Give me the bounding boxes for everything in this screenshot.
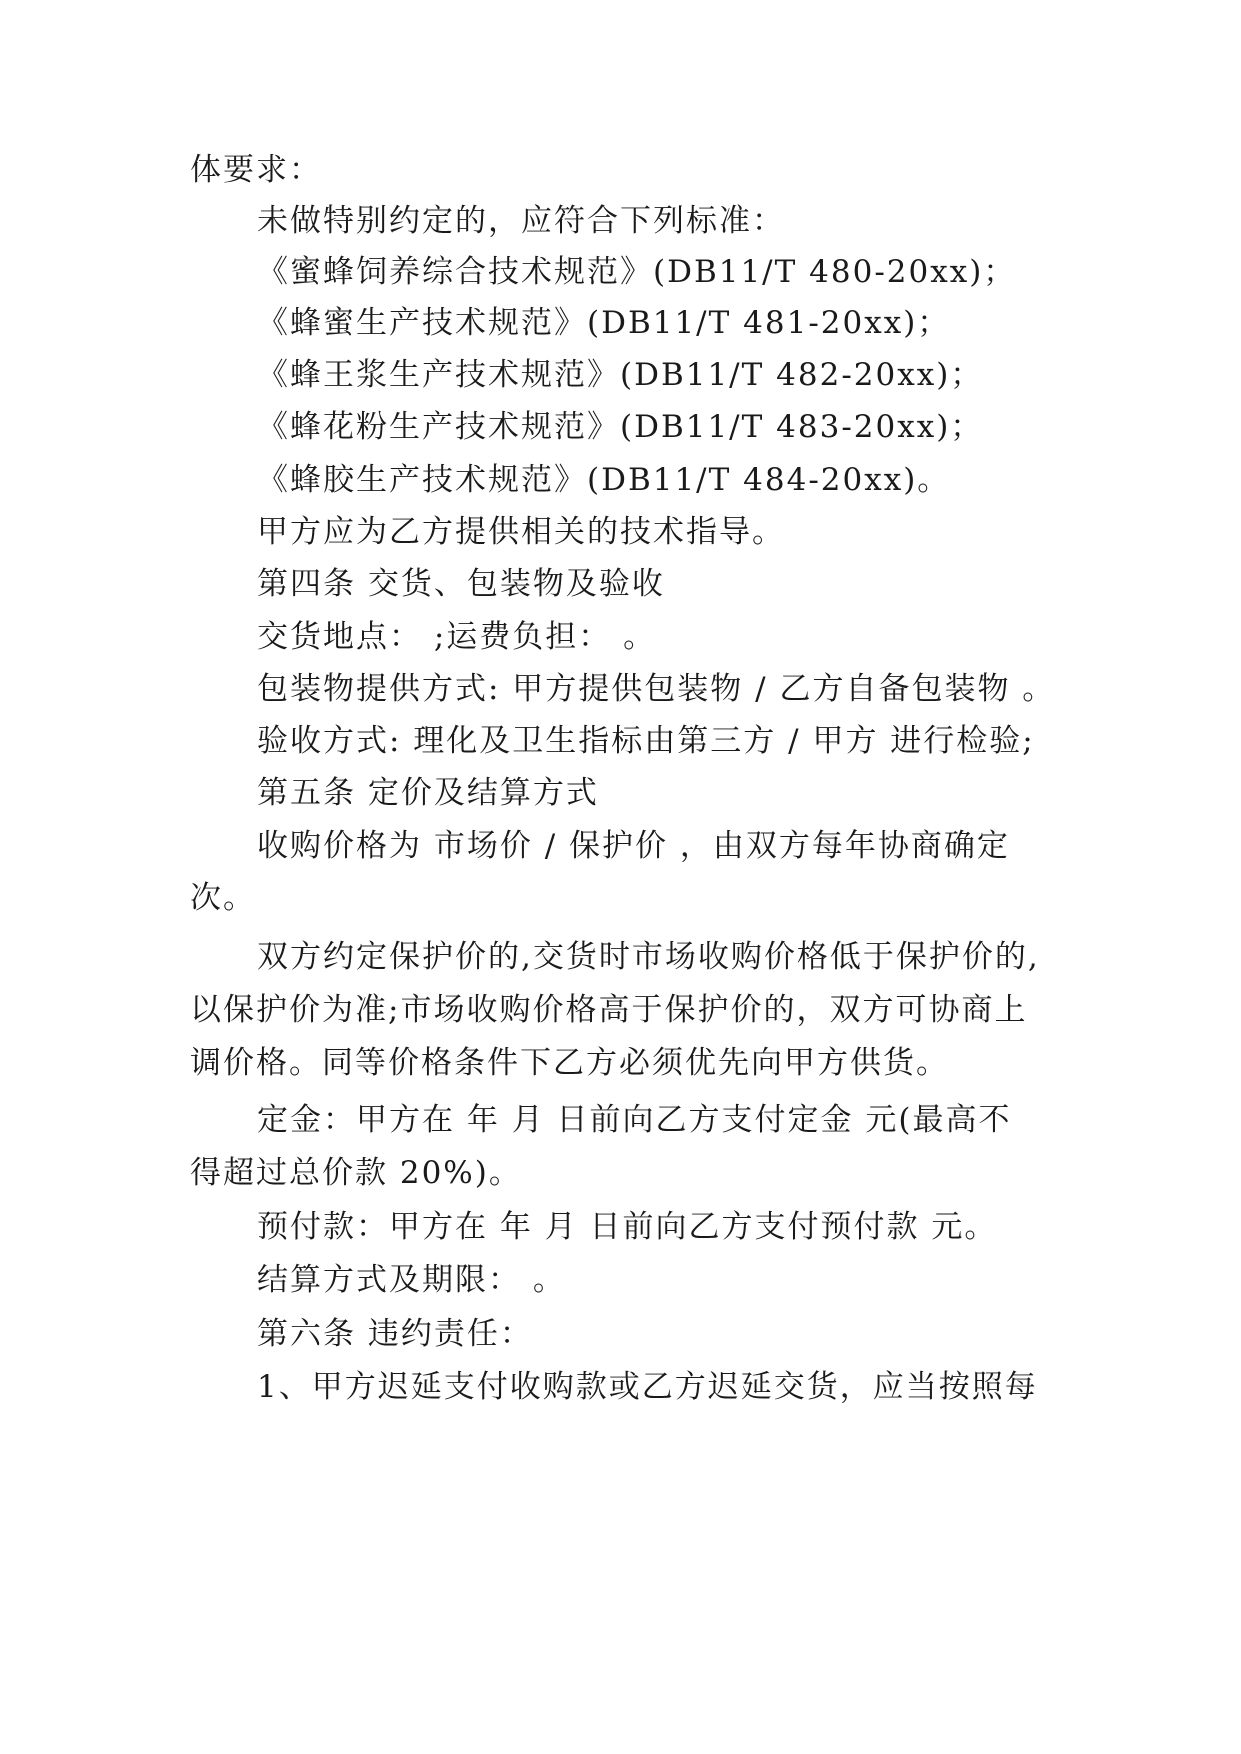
text-line: 《蜜蜂饲养综合技术规范》(DB11/T 480-20xx)； <box>257 254 1017 290</box>
text-line: 结算方式及期限： 。 <box>257 1262 566 1298</box>
text-line: 交货地点： ;运费负担： 。 <box>257 619 657 655</box>
section-heading: 第五条 定价及结算方式 <box>257 775 599 811</box>
text-line: 收购价格为 市场价 / 保护价 ，由双方每年协商确定 <box>257 828 1010 864</box>
section-heading: 第六条 违约责任： <box>257 1316 533 1352</box>
text-line: 验收方式: 理化及卫生指标由第三方 / 甲方 进行检验; <box>257 723 1035 759</box>
text-line: 次。 <box>190 880 256 916</box>
text-line: 《蜂花粉生产技术规范》(DB11/T 483-20xx)； <box>257 409 984 445</box>
text-line: 预付款：甲方在 年 月 日前向乙方支付预付款 元。 <box>257 1209 998 1245</box>
text-line: 定金：甲方在 年 月 日前向乙方支付定金 元(最高不 <box>257 1102 1012 1138</box>
text-line: 调价格。同等价格条件下乙方必须优先向甲方供货。 <box>190 1045 949 1081</box>
text-line: 甲方应为乙方提供相关的技术指导。 <box>257 514 785 550</box>
text-line: 包装物提供方式: 甲方提供包装物 / 乙方自备包装物 。 <box>257 671 1056 707</box>
text-line: 得超过总价款 20%)。 <box>190 1155 522 1191</box>
text-line: 《蜂蜜生产技术规范》(DB11/T 481-20xx)； <box>257 305 951 341</box>
section-heading: 第四条 交货、包装物及验收 <box>257 566 665 602</box>
text-line: 未做特别约定的，应符合下列标准： <box>257 203 785 239</box>
text-line: 《蜂胶生产技术规范》(DB11/T 484-20xx)。 <box>257 462 951 498</box>
text-line: 以保护价为准;市场收购价格高于保护价的，双方可协商上 <box>190 992 1028 1028</box>
text-line: 《蜂王浆生产技术规范》(DB11/T 482-20xx)； <box>257 357 984 393</box>
text-line: 体要求： <box>190 152 322 188</box>
text-line: 双方约定保护价的,交货时市场收购价格低于保护价的, <box>257 939 1040 975</box>
text-line: 1、甲方迟延支付收购款或乙方迟延交货，应当按照每 <box>257 1369 1038 1405</box>
